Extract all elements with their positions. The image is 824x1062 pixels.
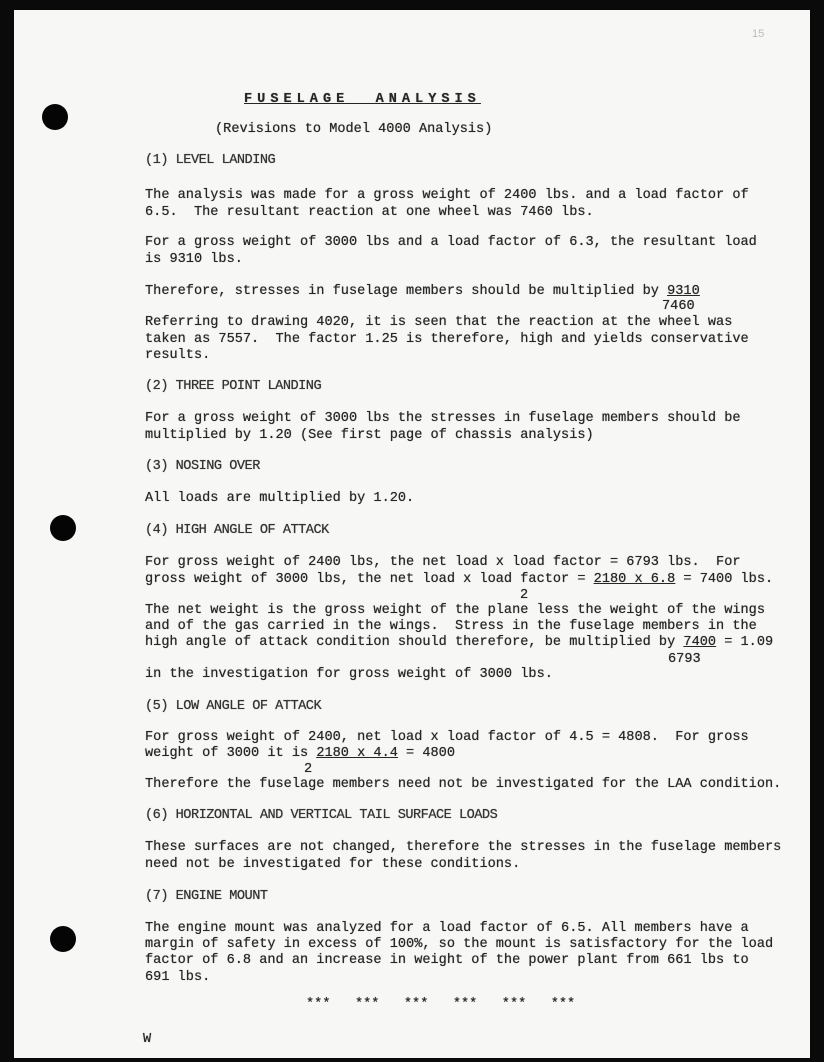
section-heading: (7) ENGINE MOUNT xyxy=(145,889,268,904)
paragraph-line xyxy=(145,284,700,300)
paragraph-line xyxy=(145,572,773,588)
paragraph-line: and of the gas carried in the wings. Stress in the fuselage members in the xyxy=(145,619,757,634)
page-number-mark: 15 xyxy=(752,28,765,40)
paragraph-line xyxy=(145,635,773,651)
section-heading: (2) THREE POINT LANDING xyxy=(145,379,322,394)
paragraph-line: results. xyxy=(145,348,211,363)
text: gross weight of 3000 lbs, the net load x load factor = xyxy=(145,572,594,587)
document-page xyxy=(14,10,810,1058)
paragraph-line xyxy=(145,746,455,762)
paragraph-line: For gross weight of 2400 lbs, the net load x load factor = 6793 lbs. For xyxy=(145,555,741,570)
text: = 1.09 xyxy=(716,635,774,650)
paragraph-line: multiplied by 1.20 (See first page of chassis analysis) xyxy=(145,428,594,443)
paragraph-line: 6.5. The resultant reaction at one wheel was 7460 lbs. xyxy=(145,205,594,220)
paragraph-line: All loads are multiplied by 1.20. xyxy=(145,491,415,506)
paragraph-line: factor of 6.8 and an increase in weight of the power plant from 661 lbs to xyxy=(145,953,749,968)
fraction-denominator: 6793 xyxy=(668,652,701,667)
section-heading: (6) HORIZONTAL AND VERTICAL TAIL SURFACE LOADS xyxy=(145,808,498,823)
section-heading: (5) LOW ANGLE OF ATTACK xyxy=(145,699,322,714)
text: high angle of attack condition should therefore, be multiplied by xyxy=(145,635,684,650)
paragraph-line: The engine mount was analyzed for a load factor of 6.5. All members have a xyxy=(145,921,749,936)
section-heading: (3) NOSING OVER xyxy=(145,459,260,474)
paragraph-line: is 9310 lbs. xyxy=(145,252,243,267)
fraction-denominator: 2 xyxy=(304,762,313,777)
fraction-numerator: 9310 xyxy=(667,284,700,299)
paragraph-line: need not be investigated for these conditions. xyxy=(145,857,521,872)
paragraph-line: Referring to drawing 4020, it is seen that the reaction at the wheel was xyxy=(145,315,733,330)
fraction-numerator: 2180 x 6.8 xyxy=(593,572,676,587)
paragraph-line: 691 lbs. xyxy=(145,970,211,985)
footer-mark: W xyxy=(143,1032,152,1047)
punch-hole xyxy=(50,515,76,541)
document-subtitle: (Revisions to Model 4000 Analysis) xyxy=(215,122,493,137)
section-heading: (1) LEVEL LANDING xyxy=(145,153,276,168)
paragraph-line: in the investigation for gross weight of 3000 lbs. xyxy=(145,667,553,682)
text: weight of 3000 it is xyxy=(145,746,317,761)
fraction-numerator: 2180 x 4.4 xyxy=(316,746,398,761)
punch-hole xyxy=(42,104,68,130)
text: = 4800 xyxy=(397,746,455,761)
paragraph-line: For gross weight of 2400, net load x load factor of 4.5 = 4808. For gross xyxy=(145,730,749,745)
paragraph-line: Therefore the fuselage members need not be investigated for the LAA condition. xyxy=(145,777,782,792)
paragraph-line: The net weight is the gross weight of the plane less the weight of the wings xyxy=(145,603,765,618)
punch-hole xyxy=(50,926,76,952)
fraction-numerator: 7400 xyxy=(683,635,717,650)
paragraph-line: The analysis was made for a gross weight of 2400 lbs. and a load factor of xyxy=(145,188,749,203)
paragraph-line: taken as 7557. The factor 1.25 is therefore, high and yields conservative xyxy=(145,332,749,347)
paragraph-line: margin of safety in excess of 100%, so the mount is satisfactory for the load xyxy=(145,937,774,952)
section-heading: (4) HIGH ANGLE OF ATTACK xyxy=(145,523,329,538)
fraction-denominator: 2 xyxy=(520,588,529,603)
text: = 7400 lbs. xyxy=(675,572,774,587)
end-marks: *** *** *** *** *** *** xyxy=(306,997,576,1012)
paragraph-line: For a gross weight of 3000 lbs the stresses in fuselage members should be xyxy=(145,411,741,426)
paragraph-line: For a gross weight of 3000 lbs and a load factor of 6.3, the resultant load xyxy=(145,235,757,250)
text: Therefore, stresses in fuselage members should be multiplied by xyxy=(145,284,668,299)
paragraph-line: These surfaces are not changed, therefore the stresses in the fuselage members xyxy=(145,840,782,855)
fraction-denominator: 7460 xyxy=(662,299,695,314)
document-title: FUSELAGE ANALYSIS xyxy=(244,92,481,107)
